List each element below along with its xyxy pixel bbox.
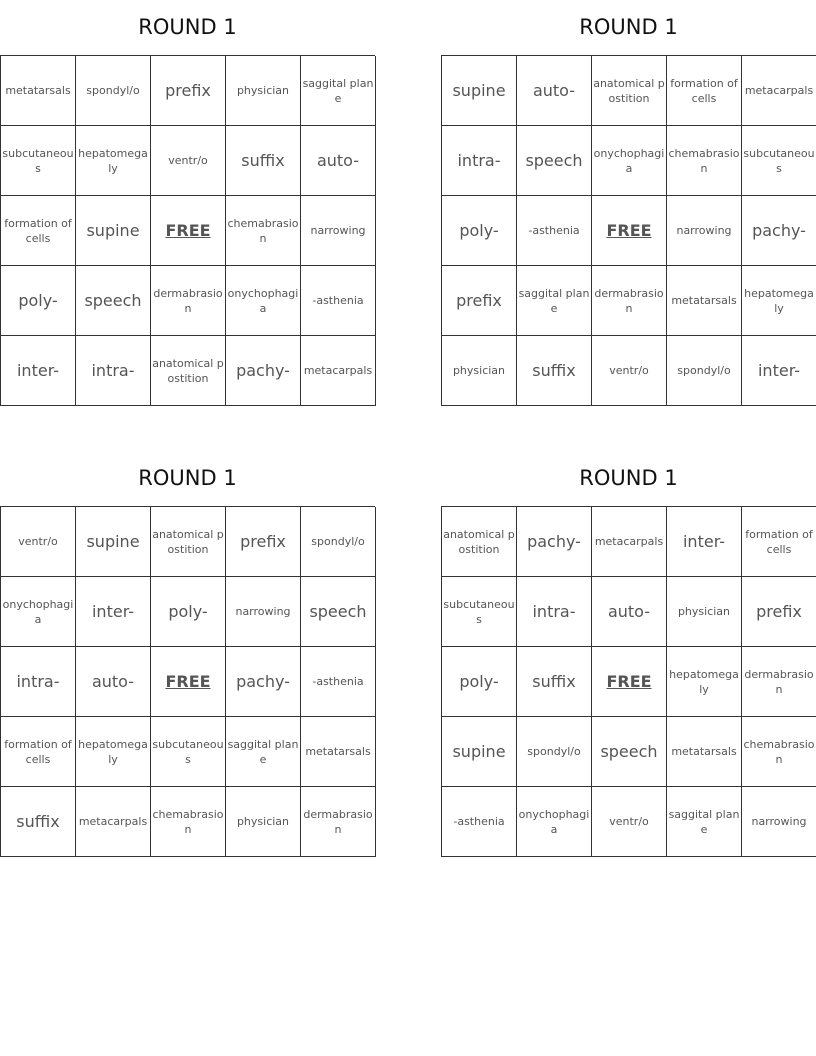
bingo-cell: supine: [442, 717, 517, 787]
bingo-cell: prefix: [226, 507, 301, 577]
bingo-cell: inter-: [1, 336, 76, 406]
bingo-cell: narrowing: [301, 196, 376, 266]
bingo-cell: dermabrasion: [592, 266, 667, 336]
bingo-cell: prefix: [151, 56, 226, 126]
bingo-cell: suffix: [226, 126, 301, 196]
bingo-cell: auto-: [301, 126, 376, 196]
bingo-cell: supine: [76, 507, 151, 577]
bingo-cell: speech: [517, 126, 592, 196]
bingo-cell: dermabrasion: [742, 647, 816, 717]
bingo-cell: saggital plane: [517, 266, 592, 336]
bingo-card-4: [441, 451, 816, 836]
bingo-cell: -asthenia: [301, 266, 376, 336]
card-title: ROUND 1: [579, 466, 678, 490]
bingo-cell: saggital plane: [226, 717, 301, 787]
bingo-cell: ventr/o: [151, 126, 226, 196]
bingo-cell: physician: [226, 787, 301, 857]
bingo-cell: chemabrasion: [226, 196, 301, 266]
bingo-cell: poly-: [442, 647, 517, 717]
bingo-cell: inter-: [667, 507, 742, 577]
free-cell: FREE: [151, 196, 226, 266]
bingo-cell: onychophagia: [226, 266, 301, 336]
bingo-cell: pachy-: [226, 647, 301, 717]
bingo-card-1: [0, 0, 375, 385]
bingo-cell: hepatomegaly: [742, 266, 816, 336]
bingo-cell: prefix: [742, 577, 816, 647]
bingo-cell: ventr/o: [592, 787, 667, 857]
free-cell: FREE: [592, 196, 667, 266]
bingo-cell: speech: [76, 266, 151, 336]
bingo-cell: anatomical postition: [592, 56, 667, 126]
bingo-cell: suffix: [517, 336, 592, 406]
bingo-cell: spondyl/o: [301, 507, 376, 577]
bingo-cell: metacarpals: [742, 56, 816, 126]
bingo-grid: [441, 506, 816, 857]
bingo-cell: hepatomegaly: [667, 647, 742, 717]
bingo-cell: formation of cells: [742, 507, 816, 577]
bingo-cell: intra-: [1, 647, 76, 717]
bingo-cell: poly-: [1, 266, 76, 336]
bingo-cell: -asthenia: [517, 196, 592, 266]
bingo-cell: speech: [301, 577, 376, 647]
bingo-cell: speech: [592, 717, 667, 787]
bingo-cell: spondyl/o: [667, 336, 742, 406]
bingo-cell: hepatomegaly: [76, 126, 151, 196]
card-title: ROUND 1: [138, 466, 237, 490]
bingo-cell: onychophagia: [517, 787, 592, 857]
bingo-cell: narrowing: [742, 787, 816, 857]
bingo-cell: dermabrasion: [151, 266, 226, 336]
bingo-cell: saggital plane: [301, 56, 376, 126]
bingo-cell: spondyl/o: [517, 717, 592, 787]
bingo-cell: pachy-: [226, 336, 301, 406]
bingo-cell: ventr/o: [592, 336, 667, 406]
bingo-cell: chemabrasion: [667, 126, 742, 196]
bingo-cell: poly-: [151, 577, 226, 647]
bingo-cell: metacarpals: [301, 336, 376, 406]
bingo-cell: intra-: [517, 577, 592, 647]
bingo-cell: auto-: [76, 647, 151, 717]
bingo-cell: subcutaneous: [1, 126, 76, 196]
bingo-cell: subcutaneous: [742, 126, 816, 196]
bingo-cell: formation of cells: [1, 717, 76, 787]
bingo-cell: metatarsals: [1, 56, 76, 126]
bingo-cell: narrowing: [226, 577, 301, 647]
bingo-grid: [0, 55, 375, 406]
bingo-cell: onychophagia: [1, 577, 76, 647]
bingo-cell: intra-: [76, 336, 151, 406]
bingo-cell: chemabrasion: [151, 787, 226, 857]
bingo-cell: anatomical postition: [442, 507, 517, 577]
bingo-cell: inter-: [742, 336, 816, 406]
bingo-cell: metacarpals: [592, 507, 667, 577]
bingo-cell: intra-: [442, 126, 517, 196]
bingo-cell: -asthenia: [301, 647, 376, 717]
bingo-cell: pachy-: [742, 196, 816, 266]
bingo-cell: dermabrasion: [301, 787, 376, 857]
bingo-cell: physician: [667, 577, 742, 647]
bingo-grid: [441, 55, 816, 406]
card-title: ROUND 1: [138, 15, 237, 39]
bingo-cell: narrowing: [667, 196, 742, 266]
bingo-cell: inter-: [76, 577, 151, 647]
bingo-cell: saggital plane: [667, 787, 742, 857]
bingo-cell: poly-: [442, 196, 517, 266]
bingo-cell: auto-: [592, 577, 667, 647]
bingo-cell: metatarsals: [667, 717, 742, 787]
bingo-cell: subcutaneous: [442, 577, 517, 647]
bingo-cell: onychophagia: [592, 126, 667, 196]
bingo-cell: anatomical postition: [151, 336, 226, 406]
bingo-cell: metacarpals: [76, 787, 151, 857]
bingo-card-3: [0, 451, 375, 836]
bingo-cell: suffix: [1, 787, 76, 857]
bingo-cell: chemabrasion: [742, 717, 816, 787]
bingo-cell: -asthenia: [442, 787, 517, 857]
bingo-cell: suffix: [517, 647, 592, 717]
bingo-cell: prefix: [442, 266, 517, 336]
bingo-cell: formation of cells: [667, 56, 742, 126]
bingo-cell: subcutaneous: [151, 717, 226, 787]
card-title: ROUND 1: [579, 15, 678, 39]
bingo-cell: supine: [442, 56, 517, 126]
free-cell: FREE: [151, 647, 226, 717]
bingo-cell: anatomical postition: [151, 507, 226, 577]
bingo-cell: ventr/o: [1, 507, 76, 577]
bingo-cell: metatarsals: [667, 266, 742, 336]
bingo-cell: supine: [76, 196, 151, 266]
bingo-cell: metatarsals: [301, 717, 376, 787]
bingo-cell: hepatomegaly: [76, 717, 151, 787]
bingo-cell: formation of cells: [1, 196, 76, 266]
bingo-cell: physician: [442, 336, 517, 406]
free-cell: FREE: [592, 647, 667, 717]
bingo-cell: auto-: [517, 56, 592, 126]
bingo-cell: spondyl/o: [76, 56, 151, 126]
bingo-grid: [0, 506, 375, 857]
bingo-card-2: [441, 0, 816, 380]
bingo-cell: pachy-: [517, 507, 592, 577]
bingo-cell: physician: [226, 56, 301, 126]
